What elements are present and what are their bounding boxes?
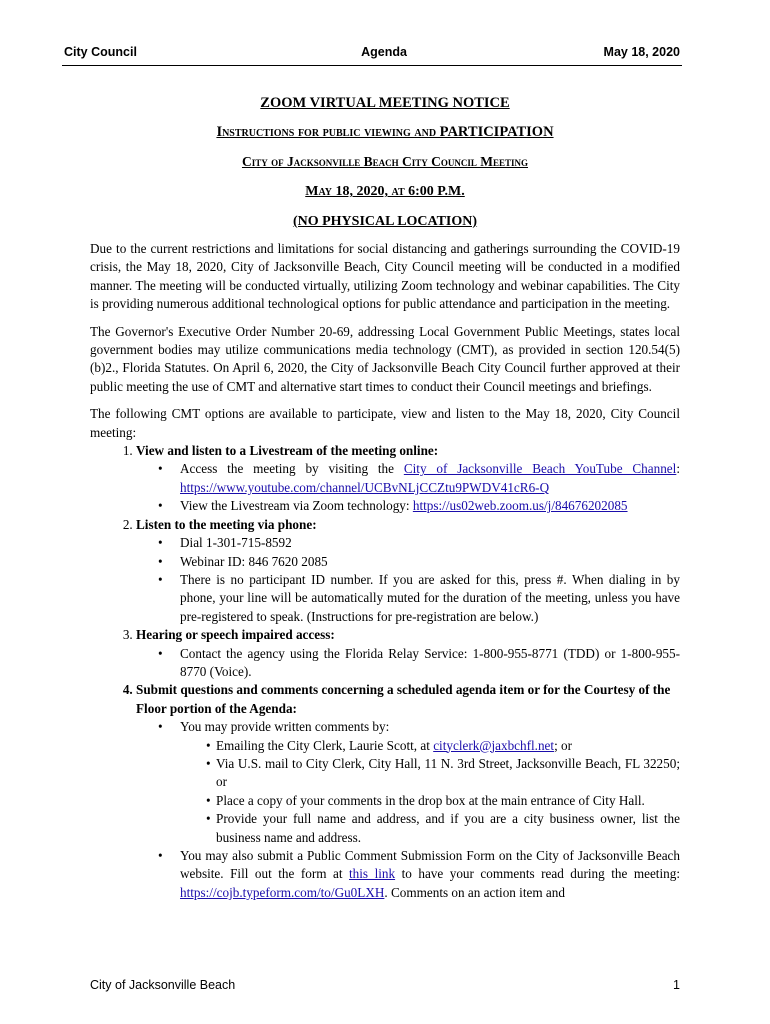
list-item: • Webinar ID: 846 7620 2085	[180, 553, 680, 571]
header-divider	[62, 65, 682, 66]
option-livestream	[136, 442, 680, 516]
meeting-name: City of Jacksonville Beach City Council Meeting	[241, 154, 529, 169]
list-item: • Contact the agency using the Florida Relay Service: 1-800-955-8771 (TDD) or 1-800-955-8770 (Voice).	[180, 645, 680, 682]
zoom-url-link[interactable]: https://us02web.zoom.us/j/84676202085	[412, 498, 628, 514]
notice-subtitle: Instructions for public viewing and PARTICIPATION	[216, 124, 554, 140]
notice-titles	[0, 94, 770, 231]
email-link[interactable]: cityclerk@jaxbchfl.net	[433, 737, 555, 753]
youtube-channel-link[interactable]: City of Jacksonville Beach YouTube Channel	[403, 461, 677, 477]
form-link[interactable]: this link	[349, 866, 396, 882]
meeting-date: May 18, 2020, at 6:00 P.M.	[305, 184, 465, 199]
list-item: • You may provide written comments by: • Emailing the City Clerk, Laurie Scott, at cityclerk@jaxbchfl.net; or • Via U.S. mail to City Clerk, City Hall, 11 N. 3rd Street, Jacksonville Beach, FL 32250; or • Place a copy of your comments in the drop box at the main entrance of City Hall. • Provide your full name and address, and if you are a city business owner, list the business name and address.	[180, 718, 680, 847]
list-item: • Place a copy of your comments in the drop box at the main entrance of City Hall.	[216, 792, 680, 810]
list-item: • Provide your full name and address, and if you are a city business owner, list the business name and address.	[216, 810, 680, 847]
option-phone	[136, 516, 680, 626]
page-header	[64, 45, 680, 63]
header-date: May 18, 2020	[603, 45, 680, 59]
option-title: Submit questions and comments concerning a scheduled agenda item or for the Courtesy of the Floor portion of the Agenda:	[136, 682, 671, 716]
footer-org: City of Jacksonville Beach	[90, 978, 236, 992]
header-left: City Council	[64, 45, 137, 59]
meeting-location: (NO PHYSICAL LOCATION)	[292, 214, 478, 229]
option-impaired-access	[136, 626, 680, 681]
typeform-url-link[interactable]: https://cojb.typeform.com/to/Gu0LXH	[180, 884, 385, 900]
document-body	[90, 240, 680, 902]
options-list	[90, 442, 680, 902]
youtube-url-link[interactable]: https://www.youtube.com/channel/UCBvNLjCCZtu9PWDV41cR6-Q	[180, 479, 550, 495]
header-center: Agenda	[361, 45, 407, 59]
notice-title: ZOOM VIRTUAL MEETING NOTICE	[260, 95, 510, 111]
list-item: • You may also submit a Public Comment Submission Form on the City of Jacksonville Beach website. Fill out the form at this link to have your comments read during the meeting: https://cojb.typeform.com/to/Gu0LXH. Comments on an action item and	[180, 847, 680, 902]
option-title: Hearing or speech impaired access:	[136, 627, 335, 643]
list-item: • View the Livestream via Zoom technology: https://us02web.zoom.us/j/84676202085	[180, 497, 680, 515]
option-title: View and listen to a Livestream of the meeting online:	[136, 443, 439, 459]
page-footer	[90, 978, 680, 996]
option-title: Listen to the meeting via phone:	[136, 516, 317, 532]
list-item: • Via U.S. mail to City Clerk, City Hall, 11 N. 3rd Street, Jacksonville Beach, FL 32250; or	[216, 755, 680, 792]
list-item: • Emailing the City Clerk, Laurie Scott, at cityclerk@jaxbchfl.net; or	[216, 737, 680, 755]
list-item: • Dial 1-301-715-8592	[180, 534, 680, 552]
list-item: • There is no participant ID number. If you are asked for this, press #. When dialing in by phone, your line will be automatically muted for the duration of the meeting, unless you have pre-registered to speak. (Instructions for pre-registration are below.)	[180, 571, 680, 626]
page-number: 1	[673, 978, 680, 992]
list-item: • Access the meeting by visiting the City of Jacksonville Beach YouTube Channel: https://www.youtube.com/channel/UCBvNLjCCZtu9PWDV41cR6-Q	[180, 460, 680, 497]
paragraph-options: The following CMT options are available to participate, view and listen to the May 18, 2020, City Council meeting:	[90, 406, 680, 440]
paragraph-intro: Due to the current restrictions and limitations for social distancing and gatherings surrounding the COVID-19 crisis, the May 18, 2020, City of Jacksonville Beach, City Council meeting will be conducted in a modified manner. The meeting will be conducted virtually, utilizing Zoom technology and webinar capabilities. The City is providing numerous additional technological options for public attendance and participation in the meeting.	[90, 241, 680, 312]
option-submit-comments	[136, 681, 680, 902]
paragraph-executive-order: The Governor's Executive Order Number 20-69, addressing Local Government Public Meetings, states local government bodies may utilize communications media technology (CMT), as provided in section 120.54(5)(b)2., Florida Statutes. On April 6, 2020, the City of Jacksonville Beach City Council further approved at their public meeting the use of CMT and alternative start times to conduct their Council meetings and briefings.	[90, 323, 680, 394]
